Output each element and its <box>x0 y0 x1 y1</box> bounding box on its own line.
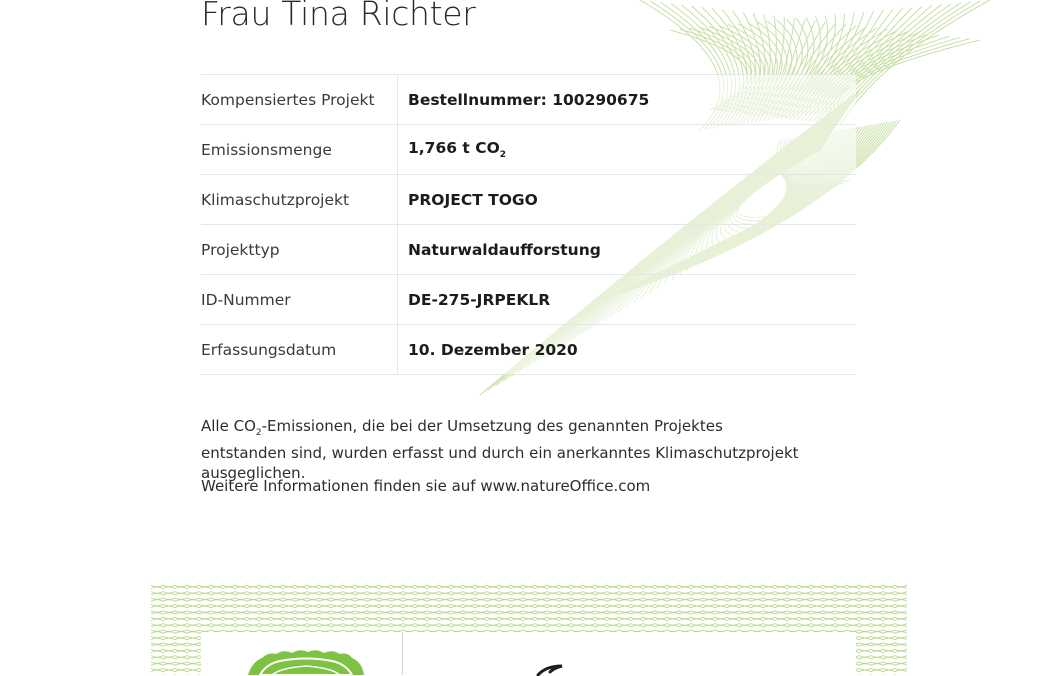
row-label: Kompensiertes Projekt <box>201 75 398 124</box>
row-value: DE-275-JRPEKLR <box>408 290 551 309</box>
row-value: Bestellnummer: 100290675 <box>408 90 650 109</box>
emission-amount: 1,766 t CO <box>408 138 500 157</box>
compensation-statement <box>201 416 801 483</box>
table-row <box>201 175 856 225</box>
row-value: PROJECT TOGO <box>408 190 538 209</box>
table-row <box>201 225 856 275</box>
row-value: 10. Dezember 2020 <box>408 340 578 359</box>
co2-subscript: 2 <box>255 428 262 438</box>
row-value: Naturwaldaufforstung <box>408 240 601 259</box>
co2-subscript: 2 <box>499 150 507 161</box>
table-row <box>201 125 856 175</box>
row-label: ID-Nummer <box>201 275 398 324</box>
statement-rest: -Emissionen, die bei der Umsetzung des genannten Projektes entstanden sind, wurden erfasst und durch ein anerkanntes Klimaschutzprojekt ausgeglichen. <box>201 417 799 482</box>
row-value-emission <box>398 139 506 160</box>
recipient-name: Frau Tina Richter <box>201 0 476 33</box>
table-row <box>201 325 856 375</box>
details-table <box>201 74 856 375</box>
table-row <box>201 275 856 325</box>
row-label: Klimaschutzprojekt <box>201 175 398 224</box>
signature-mark <box>536 664 566 676</box>
more-info-text: Weitere Informationen finden sie auf www.natureOffice.com <box>201 477 651 495</box>
table-row <box>201 75 856 125</box>
row-label: Emissionsmenge <box>201 125 398 174</box>
statement-start: Alle CO <box>201 417 256 435</box>
row-label: Erfassungsdatum <box>201 325 398 374</box>
row-label: Projekttyp <box>201 225 398 274</box>
natureoffice-seal-icon <box>246 648 366 675</box>
footer-divider <box>402 632 403 675</box>
